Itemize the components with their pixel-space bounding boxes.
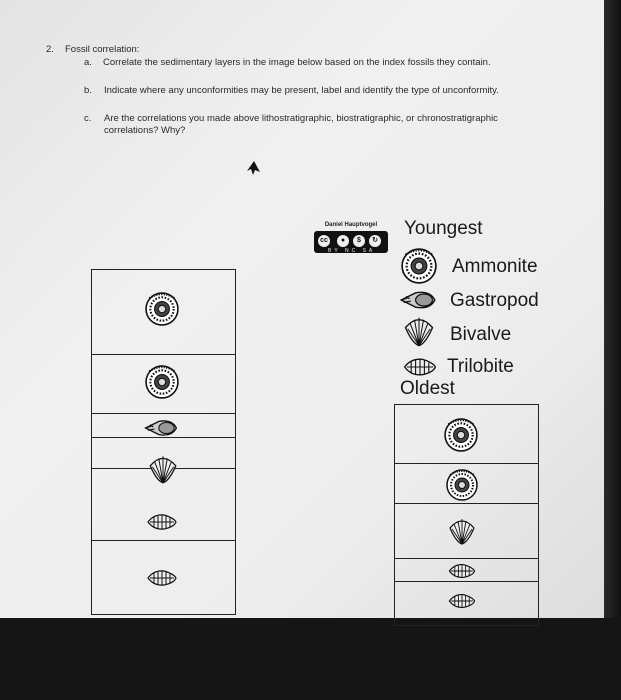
legend-item-gastropod: Gastropod	[450, 290, 539, 311]
bivalve-icon	[146, 452, 180, 486]
license-terms: BY NC SA	[328, 248, 376, 254]
gastropod-icon	[143, 417, 179, 439]
nc-icon: $	[352, 234, 366, 248]
ammonite-icon	[446, 469, 478, 501]
license-author: Daniel Hauptvogel	[324, 222, 378, 228]
layer-boundary	[395, 503, 538, 504]
trilobite-icon	[146, 568, 178, 588]
legend-item-bivalve: Bivalve	[450, 324, 512, 345]
legend-item-trilobite: Trilobite	[447, 356, 514, 377]
question-title: Fossil correlation:	[65, 44, 140, 55]
legend-oldest: Oldest	[400, 378, 455, 399]
question-number: 2.	[46, 44, 54, 55]
layer-boundary	[92, 540, 235, 541]
layer-boundary	[395, 558, 538, 559]
license-badge	[314, 222, 388, 256]
trilobite-icon	[446, 562, 478, 580]
bivalve-icon	[446, 515, 478, 547]
background-surface	[0, 618, 621, 700]
part-a-text: Correlate the sedimentary layers in the image below based on the index fossils they contain.	[103, 57, 491, 68]
part-c-text: Are the correlations you made above lithostratigraphic, biostratigraphic, or chronostratigraphic	[104, 113, 498, 124]
part-b-text: Indicate where any unconformities may be present, label and identify the type of unconformity.	[104, 85, 499, 96]
part-c-letter: c.	[84, 113, 92, 124]
cursor-icon	[246, 160, 262, 176]
cc-icon: cc	[317, 234, 331, 248]
ammonite-icon	[145, 365, 179, 399]
trilobite-icon	[146, 512, 178, 532]
sa-icon: ↻	[368, 234, 382, 248]
part-a-letter: a.	[84, 57, 92, 68]
gastropod-icon	[398, 288, 438, 312]
trilobite-icon	[401, 356, 439, 378]
layer-boundary	[395, 463, 538, 464]
ammonite-icon	[145, 292, 179, 326]
legend-youngest: Youngest	[404, 218, 483, 239]
legend-item-ammonite: Ammonite	[452, 256, 538, 277]
layer-boundary	[395, 581, 538, 582]
by-icon: ●	[336, 234, 350, 248]
ammonite-icon	[444, 418, 478, 452]
bivalve-icon	[401, 314, 437, 348]
page-edge	[604, 0, 621, 640]
layer-boundary	[92, 413, 235, 414]
layer-boundary	[92, 354, 235, 355]
trilobite-icon	[446, 592, 478, 610]
part-b-letter: b.	[84, 85, 92, 96]
ammonite-icon	[401, 248, 437, 284]
part-c-text-line2: correlations? Why?	[104, 125, 186, 136]
